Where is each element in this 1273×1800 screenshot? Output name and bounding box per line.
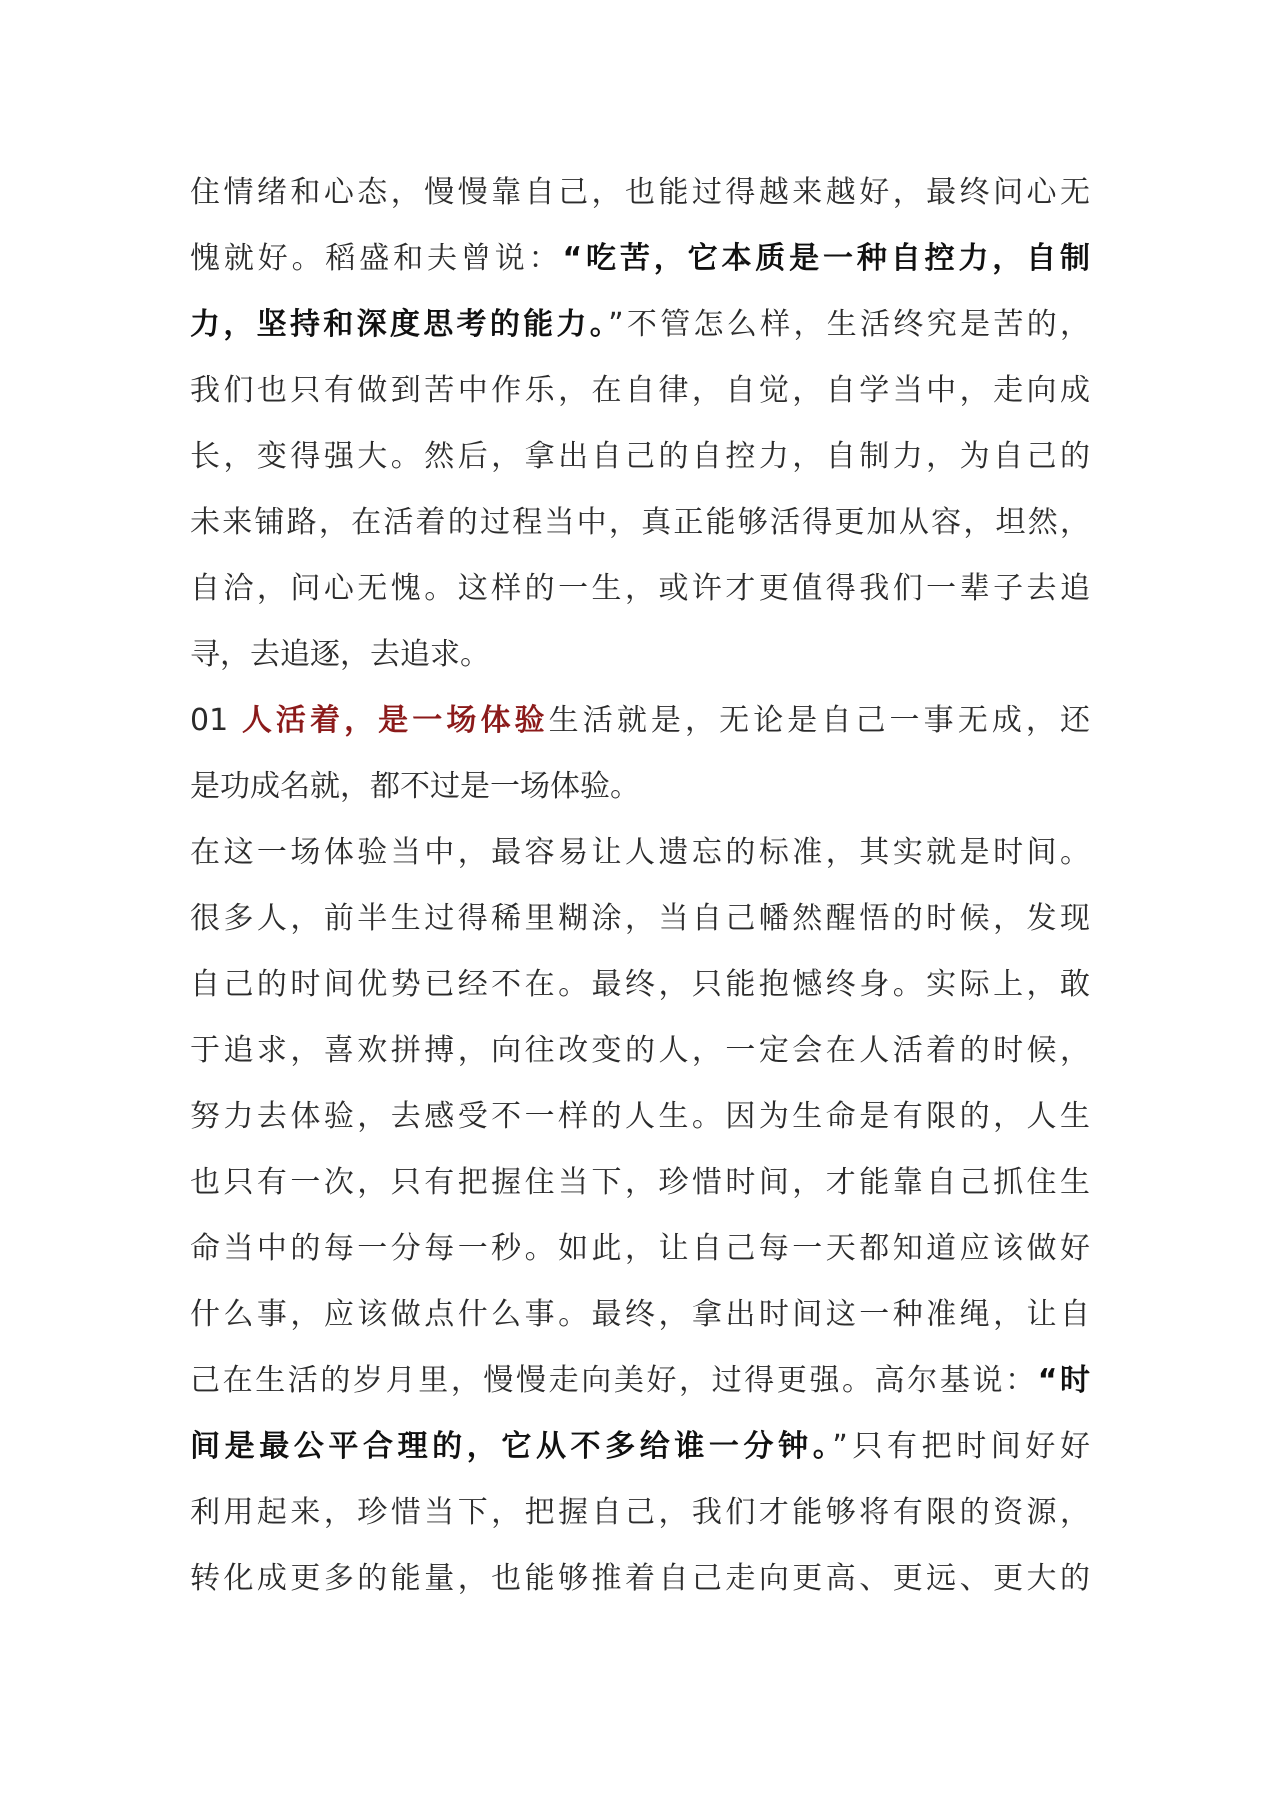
quote-text: “吃苦，它本质是一种自控力，自制: [562, 241, 1090, 276]
text-line: [190, 622, 1090, 688]
text-line: [190, 556, 1090, 622]
text-line: [190, 1216, 1090, 1282]
text-line: [190, 1414, 1090, 1480]
body-text: 长，变得强大。然后，拿出自己的自控力，自制力，为自己的: [190, 439, 1090, 474]
text-line: [190, 1084, 1090, 1150]
body-text: 是功成名就，都不过是一场体验。: [190, 769, 640, 804]
text-line: [190, 292, 1090, 358]
body-text: 住情绪和心态，慢慢靠自己，也能过得越来越好，最终问心无: [190, 175, 1090, 210]
text-line: [190, 358, 1090, 424]
text-line: [190, 1348, 1090, 1414]
body-text: 未来铺路，在活着的过程当中，真正能够活得更加从容，坦然，: [190, 505, 1090, 540]
body-text: 生活就是，无论是自己一事无成，还: [548, 703, 1090, 738]
body-text: 也只有一次，只有把握住当下，珍惜时间，才能靠自己抓住生: [190, 1165, 1090, 1200]
text-line: [190, 754, 1090, 820]
document-body: [190, 160, 1090, 1612]
body-text: 什么事，应该做点什么事。最终，拿出时间这一种准绳，让自: [190, 1297, 1090, 1332]
body-text: 命当中的每一分每一秒。如此，让自己每一天都知道应该做好: [190, 1231, 1090, 1266]
body-text: 自洽，问心无愧。这样的一生，或许才更值得我们一辈子去追: [190, 571, 1090, 606]
body-text: 很多人，前半生过得稀里糊涂，当自己幡然醒悟的时候，发现: [190, 901, 1090, 936]
text-line: [190, 1018, 1090, 1084]
body-text: 己在生活的岁月里，慢慢走向美好，过得更强。高尔基说：: [190, 1363, 1038, 1398]
body-text: 于追求，喜欢拼搏，向往改变的人，一定会在人活着的时候，: [190, 1033, 1090, 1068]
text-line: [190, 688, 1090, 754]
text-line: [190, 1282, 1090, 1348]
section-heading: 人活着，是一场体验: [241, 703, 549, 738]
text-line: [190, 820, 1090, 886]
text-line: [190, 1150, 1090, 1216]
text-line: [190, 226, 1090, 292]
body-text: ”只有把时间好好: [832, 1429, 1090, 1464]
body-text: 寻，去追逐，去追求。: [190, 637, 490, 672]
text-line: [190, 424, 1090, 490]
body-text: 努力去体验，去感受不一样的人生。因为生命是有限的，人生: [190, 1099, 1090, 1134]
body-text: 愧就好。稻盛和夫曾说：: [190, 241, 563, 276]
body-text: 在这一场体验当中，最容易让人遗忘的标准，其实就是时间。: [190, 835, 1090, 870]
body-text: 01: [190, 703, 242, 738]
text-line: [190, 1546, 1090, 1612]
body-text: ”不管怎么样，生活终究是苦的，: [608, 307, 1090, 342]
text-line: [190, 160, 1090, 226]
text-line: [190, 886, 1090, 952]
body-text: 自己的时间优势已经不在。最终，只能抱憾终身。实际上，敢: [190, 967, 1090, 1002]
body-text: 转化成更多的能量，也能够推着自己走向更高、更远、更大的: [190, 1561, 1090, 1596]
quote-text: 间是最公平合理的，它从不多给谁一分钟。: [190, 1429, 833, 1464]
text-line: [190, 1480, 1090, 1546]
body-text: 我们也只有做到苦中作乐，在自律，自觉，自学当中，走向成: [190, 373, 1090, 408]
quote-text: “时: [1037, 1363, 1090, 1398]
text-line: [190, 490, 1090, 556]
text-line: [190, 952, 1090, 1018]
quote-text: 力，坚持和深度思考的能力。: [190, 307, 609, 342]
body-text: 利用起来，珍惜当下，把握自己，我们才能够将有限的资源，: [190, 1495, 1090, 1530]
